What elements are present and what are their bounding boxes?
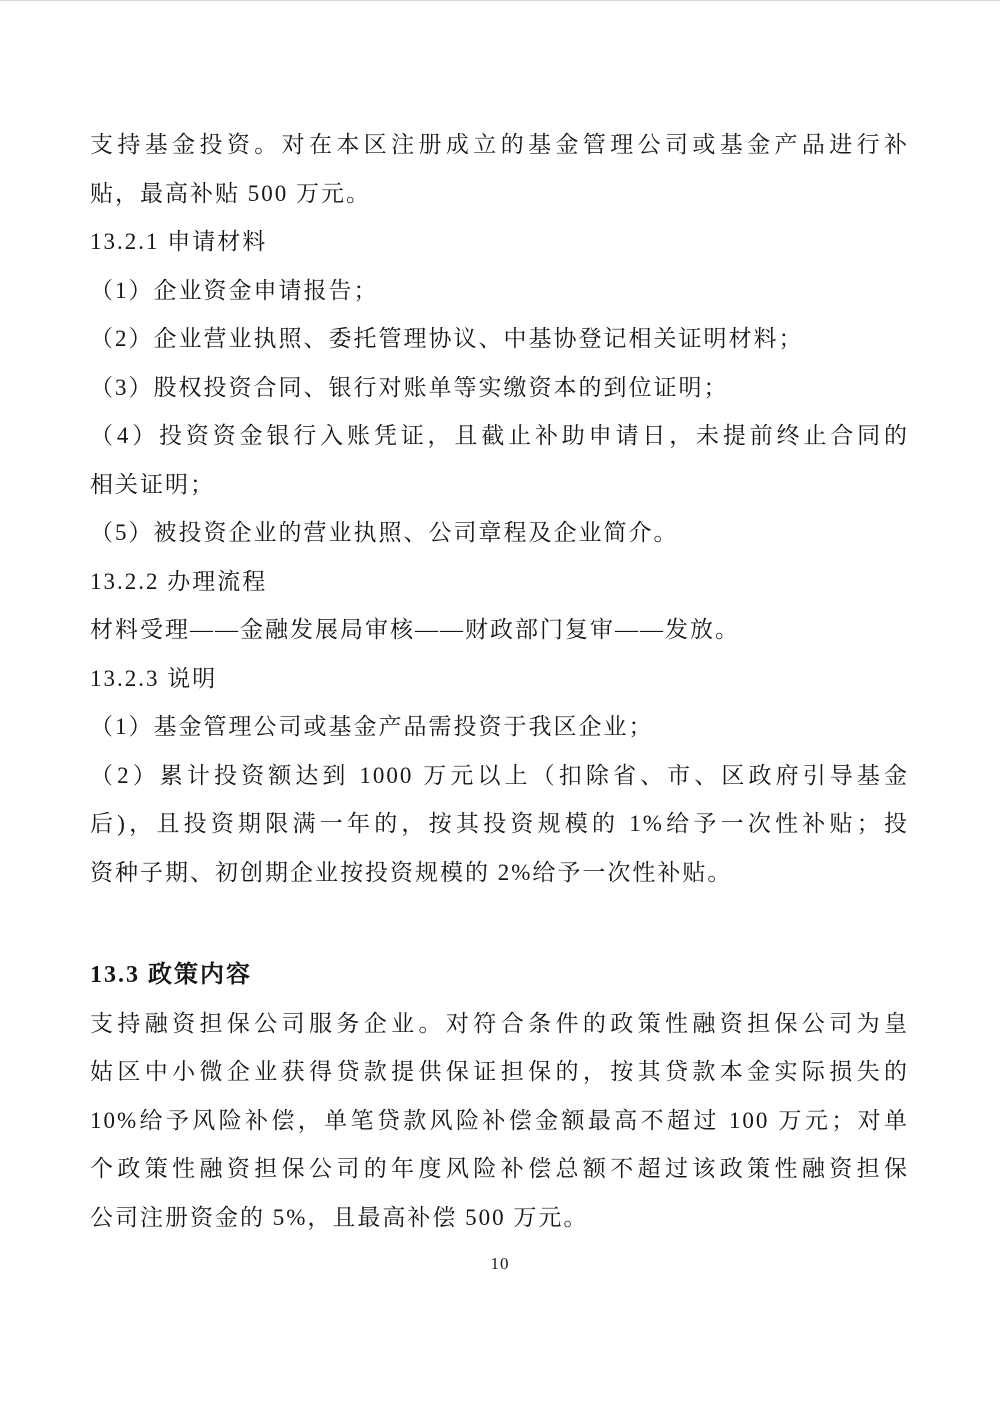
list-item-5-line: （5）被投资企业的营业执照、公司章程及企业简介。	[90, 520, 679, 545]
paragraph-line: 支持基金投资。对在本区注册成立的基金管理公司或基金产品进行补	[90, 132, 909, 157]
list-item-1-line: （1）企业资金申请报告；	[90, 277, 379, 303]
note-item-2-line: （2）累计投资额达到 1000 万元以上（扣除省、市、区政府引导基金	[90, 762, 909, 788]
paragraph-line: 贴，最高补贴 500 万元。	[90, 180, 371, 206]
paragraph-line: 姑区中小微企业获得贷款提供保证担保的，按其贷款本金实际损失的	[90, 1059, 909, 1084]
list-item-4-continuation-line: 相关证明；	[90, 471, 215, 497]
subheading-13-2-2: 13.2.2 办理流程	[90, 568, 268, 594]
paragraph-line: 个政策性融资担保公司的年度风险补偿总额不超过该政策性融资担保	[90, 1156, 909, 1181]
list-item-3-line: （3）股权投资合同、银行对账单等实缴资本的到位证明；	[90, 374, 729, 400]
paragraph-line: 公司注册资金的 5%，且最高补偿 500 万元。	[90, 1204, 589, 1230]
page-number: 10	[490, 1254, 510, 1273]
subheading-13-2-3: 13.2.3 说明	[90, 665, 218, 691]
heading-13-3: 13.3 政策内容	[90, 962, 252, 988]
paragraph-line: 支持融资担保公司服务企业。对符合条件的政策性融资担保公司为皇	[90, 1010, 909, 1036]
document-body	[90, 121, 909, 1242]
list-item-2-line: （2）企业营业执照、委托管理协议、中基协登记相关证明材料；	[90, 326, 804, 351]
list-item-4-line: （4）投资资金银行入账凭证，且截止补助申请日，未提前终止合同的	[90, 423, 909, 448]
note-item-2-continuation-line: 资种子期、初创期企业按投资规模的 2%给予一次性补贴。	[90, 859, 733, 885]
process-flow-line: 材料受理——金融发展局审核——财政部门复审——发放。	[90, 617, 740, 642]
paragraph-line: 10%给予风险补偿，单笔贷款风险补偿金额最高不超过 100 万元；对单	[90, 1107, 909, 1133]
note-item-2-continuation-line: 后)，且投资期限满一年的，按其投资规模的 1%给予一次性补贴；投	[90, 811, 909, 836]
subheading-13-2-1: 13.2.1 申请材料	[90, 229, 268, 254]
note-item-1-line: （1）基金管理公司或基金产品需投资于我区企业；	[90, 714, 654, 739]
